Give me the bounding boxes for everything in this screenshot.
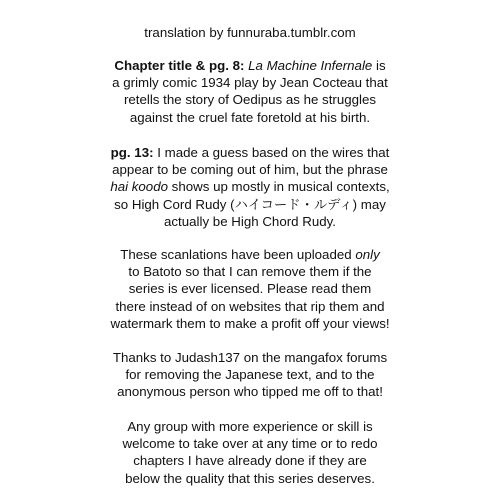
note-line: for removing the Japanese text, and to the <box>125 367 375 383</box>
note-line: Chapter title & pg. 8: La Machine Infernale is <box>114 58 386 73</box>
japanese-phrase: hai koodo <box>110 179 168 195</box>
note-line: Thanks to Judash137 on the mangafox forums <box>112 350 388 365</box>
note-line: chapters I have already done if they are <box>133 453 367 469</box>
emphasis: only <box>355 247 380 262</box>
note-line: welcome to take over at any time or to redo <box>122 436 378 452</box>
note-line: there instead of on websites that rip them and <box>115 298 385 314</box>
note-line: Any group with more experience or skill is <box>127 419 373 434</box>
note-line: actually be High Chord Rudy. <box>164 213 336 229</box>
note-line: These scanlations have been uploaded only <box>120 247 380 262</box>
note-line: so High Cord Rudy (ハイコード・ルディ) may <box>114 196 386 212</box>
note-line: anonymous person who tipped me off to that! <box>117 384 383 400</box>
note-heading: pg. 13: <box>110 145 154 160</box>
note-chapter-title <box>90 57 410 126</box>
note-other-groups <box>90 418 410 487</box>
note-line: a grimly comic 1934 play by Jean Cocteau that <box>112 75 388 91</box>
note-page-13 <box>90 144 410 230</box>
note-line: below the quality that this series deserves. <box>125 470 375 486</box>
credit-line <box>90 24 410 41</box>
note-line: against the cruel fate foretold at his birth. <box>129 109 371 125</box>
note-line: appear to be coming out of him, but the phrase <box>112 162 388 178</box>
note-line: to Batoto so that I can remove them if the <box>128 264 372 280</box>
note-line: series is ever licensed. Please read them <box>128 281 372 297</box>
note-line: watermark them to make a profit off your views! <box>110 315 390 331</box>
note-scanlation-policy <box>90 246 410 332</box>
note-line: pg. 13: I made a guess based on the wires that <box>110 145 390 160</box>
note-line: hai koodo shows up mostly in musical contexts, <box>110 179 390 195</box>
play-title: La Machine Infernale <box>248 58 373 73</box>
note-heading: Chapter title & pg. 8: <box>114 58 249 73</box>
note-thanks <box>90 349 410 401</box>
credit-text: translation by funnuraba.tumblr.com <box>144 25 356 40</box>
note-line: retells the story of Oedipus as he struggles <box>123 92 377 108</box>
